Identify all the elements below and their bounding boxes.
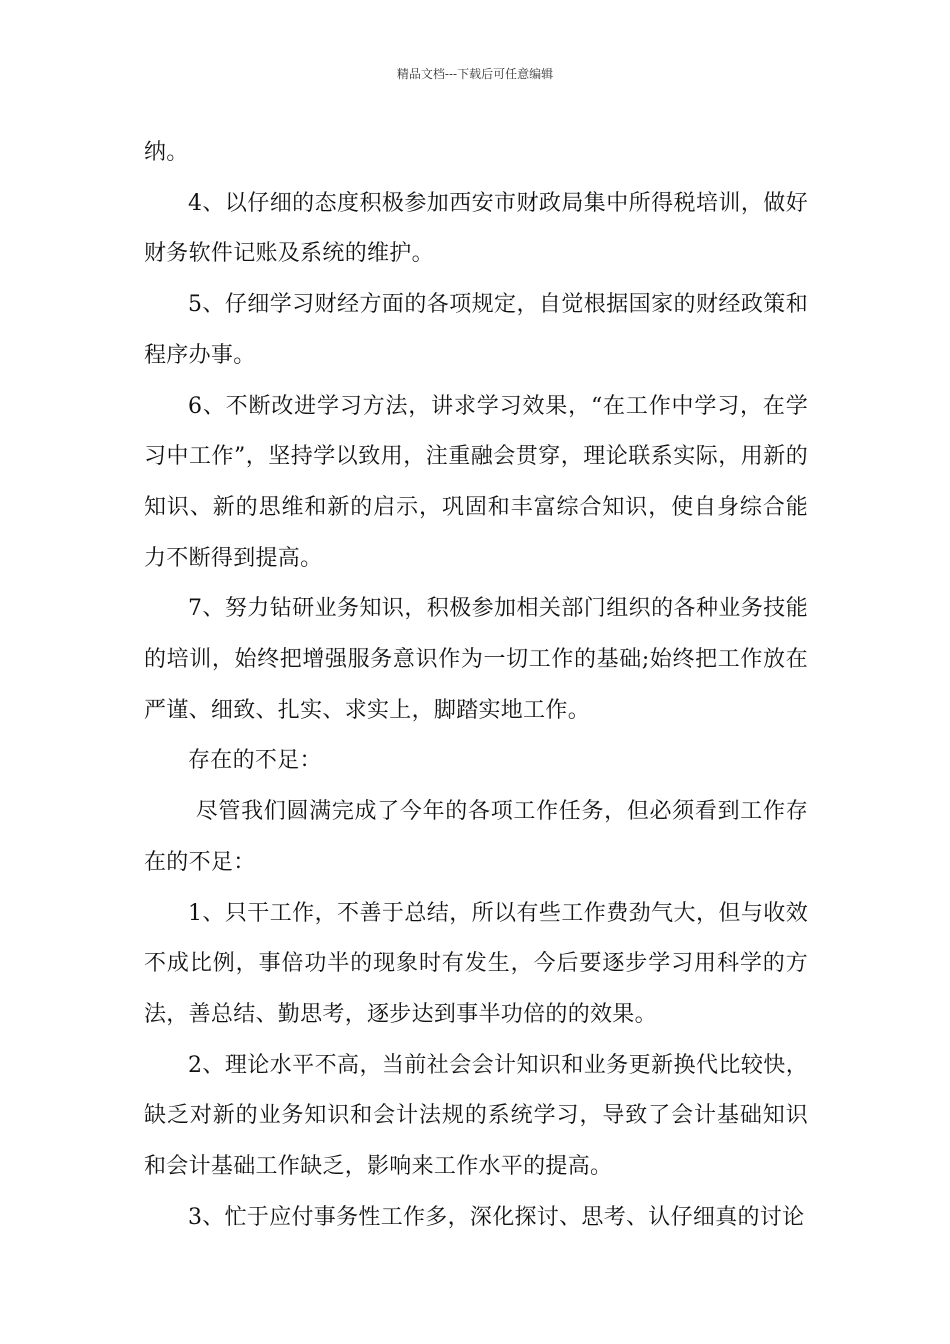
paragraph-item-6: 6、不断改进学习方法，讲求学习效果，“在工作中学习，在学习中工作”，坚持学以致用，注重融会贯穿，理论联系实际，用新的知识、新的思维和新的启示，巩固和丰富综合知识，使自身综合能力不断得到提高。	[144, 393, 808, 571]
paragraph-item-4: 4、以仔细的态度积极参加西安市财政局集中所得税培训，做好财务软件记账及系统的维护。	[144, 190, 808, 267]
document-body	[144, 128, 808, 1243]
paragraph-continuation: 纳。	[144, 140, 189, 165]
paragraph-shortcoming-1: 1、只干工作，不善于总结，所以有些工作费劲气大，但与收效不成比例，事倍功半的现象时有发生，今后要逐步学习用科学的方法，善总结、勤思考，逐步达到事半功倍的的效果。	[144, 900, 808, 1027]
paragraph-shortcoming-2: 2、理论水平不高，当前社会会计知识和业务更新换代比较快，缺乏对新的业务知识和会计法规的系统学习，导致了会计基础知识和会计基础工作缺乏，影响来工作水平的提高。	[144, 1052, 808, 1180]
section-heading-shortcomings: 存在的不足：	[188, 748, 322, 774]
paragraph-shortcomings-intro: 尽管我们圆满完成了今年的各项工作任务，但必须看到工作存在的不足：	[144, 799, 808, 875]
paragraph-item-7: 7、努力钻研业务知识，积极参加相关部门组织的各种业务技能的培训，始终把增强服务意识作为一切工作的基础;始终把工作放在严谨、细致、扎实、求实上，脚踏实地工作。	[144, 596, 808, 723]
paragraph-shortcoming-3: 3、忙于应付事务性工作多，深化探讨、思考、认仔细真的讨论	[188, 1204, 805, 1230]
page-header: 精品文档---下载后可任意编辑	[396, 67, 554, 81]
paragraph-item-5: 5、仔细学习财经方面的各项规定，自觉根据国家的财经政策和程序办事。	[144, 292, 808, 368]
